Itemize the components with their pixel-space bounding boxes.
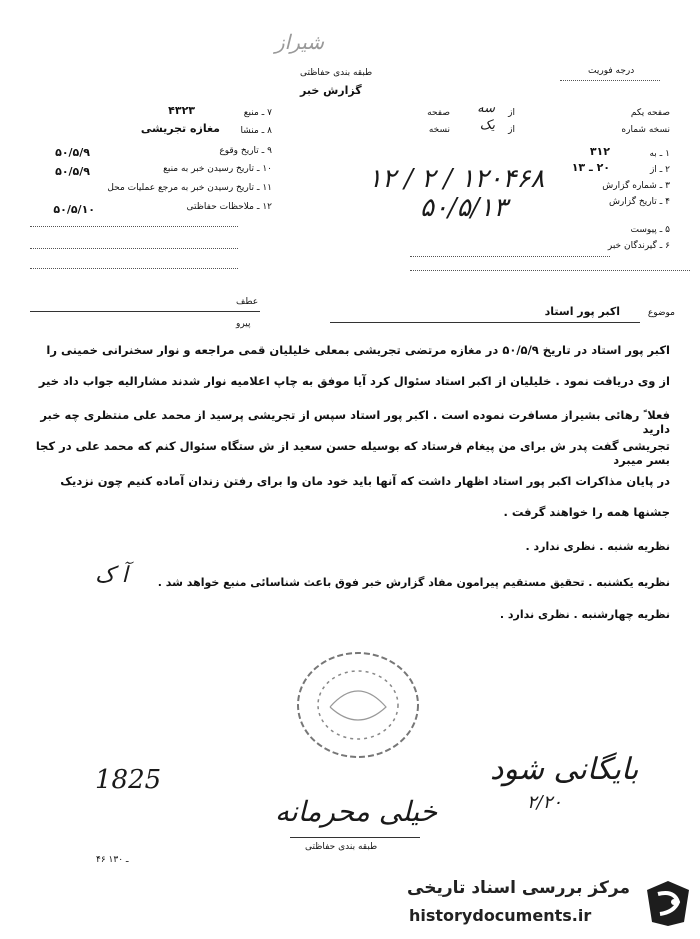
left-line-3 xyxy=(30,268,238,269)
field-7-value: ۴۳۲۳ xyxy=(168,104,195,117)
order-note: بایگانی شود xyxy=(490,752,639,787)
report-title: گزارش خبر xyxy=(300,84,362,97)
field-4: ۴ ـ تاریخ گزارش xyxy=(608,197,670,207)
field-7: ۷ ـ منبع xyxy=(243,108,272,118)
body-line-1: اکبر پور استاد در تاریخ ۵۰/۵/۹ در مغازه مرتضی تجریشی بمعلی خلیلیان قمی مراجعه و نوار سخنرانی خمینی را xyxy=(46,343,670,357)
subject-label: موضوع xyxy=(647,308,675,318)
opinion-2: نظریه یکشنبه . تحقیق مستقیم پیرامون مفاد گزارش خبر فوق باعث شناسائی منبع خواهد شد . xyxy=(157,576,670,589)
field-10: ۱۰ ـ تاریخ رسیدن خبر به منبع xyxy=(163,164,272,174)
field-12-value: ۵۰/۵/۱۰ xyxy=(53,203,95,216)
page-unit: صفحه xyxy=(427,108,450,118)
reference-label: عطف xyxy=(236,297,259,307)
body-line-2: از وی دریافت نمود . خلیلیان از اکبر استاد سئوال کرد آیا موفق به چاپ اعلامیه نوار شدند مشارالیه جواب داد خیر xyxy=(38,374,670,388)
watermark-url: historydocuments.ir xyxy=(409,906,592,925)
copy-unit: نسخه xyxy=(428,125,450,135)
top-scribble: شیراز xyxy=(275,30,325,54)
field-1-value: ۳۱۲ xyxy=(589,145,610,158)
field-10-value: ۵۰/۵/۹ xyxy=(55,165,90,178)
field-3: ۳ ـ شماره گزارش xyxy=(602,181,670,191)
page-value: سه xyxy=(477,101,495,116)
form-code: ۴۶ ـ ۱۳۰ xyxy=(96,855,129,865)
body-line-6: جشنها همه را خواهند گرفت . xyxy=(503,505,670,519)
priority-line xyxy=(560,80,660,81)
field-6-line xyxy=(410,256,610,257)
following-label: پیرو xyxy=(236,319,251,329)
order-date: ۲/۲۰ xyxy=(527,792,563,813)
field-12: ۱۲ ـ ملاحظات حفاظتی xyxy=(186,202,272,212)
body-line-5: در پایان مذاکرات اکبر پور استاد اظهار داشت که آنها باید خود مان وا برای رفتن زندان آماده کنیم چون نزدیک xyxy=(60,474,670,488)
reference-line xyxy=(30,311,260,312)
page-label: صفحه یکم xyxy=(630,108,670,118)
opinion-2-initials: آ ک xyxy=(95,563,128,588)
handwritten-number: ۱۲۰۴۶۸ / ۲ / ۱۲ xyxy=(368,164,545,194)
field-5: ۵ ـ پیوست xyxy=(630,225,670,235)
field-8-value: مغازه تجریشی xyxy=(140,122,220,135)
left-line-1 xyxy=(30,226,238,227)
watermark-box xyxy=(399,868,700,939)
page-of: از xyxy=(508,108,515,118)
copy-number-label: نسخه شماره xyxy=(621,125,670,135)
field-9-value: ۵۰/۵/۹ xyxy=(55,146,90,159)
classification-label-bottom: طبقه بندی حفاظتی xyxy=(305,842,378,852)
left-line-2 xyxy=(30,248,238,249)
field-6: ۶ ـ گیرندگان خبر xyxy=(607,241,670,251)
copy-of: از xyxy=(508,125,515,135)
field-extra-line xyxy=(410,270,690,271)
number-1825: 1825 xyxy=(95,765,162,795)
priority-label: درجه فوریت xyxy=(588,66,635,76)
watermark-logo-icon xyxy=(644,878,692,928)
field-11: ۱۱ ـ تاریخ رسیدن خبر به مرجع عملیات محل xyxy=(107,183,272,193)
opinion-3: نظریه چهارشنبه . نظرى ندارد . xyxy=(499,608,670,621)
seal-stamp xyxy=(290,645,425,765)
copy-value: یک xyxy=(479,118,495,133)
field-8: ۸ ـ منشا xyxy=(240,126,272,136)
body-line-3: فعلا ً رهائی بشیراز مسافرت نموده است . اکبر پور استاد سپس از تجریشی پرسید از محمد علی منتظری چه خبر دارید xyxy=(40,408,670,436)
very-confidential: خیلی محرمانه xyxy=(275,795,438,828)
classification-label-top: طبقه بندی حفاظتی xyxy=(300,68,373,78)
opinion-1: نظریه شنبه . نظرى ندارد . xyxy=(525,540,670,553)
footer-rule xyxy=(290,837,420,838)
body-line-4: تجریشی گفت پدر ش برای من پیغام فرستاد که بوسیله حسن سعید از ش ستگاه سئوال کنم که محمد علی در کجا بسر میبرد xyxy=(35,439,670,467)
field-2-value: ۲۰ ـ ۱۳ xyxy=(571,161,610,174)
subject-line xyxy=(330,322,640,323)
subject-value: اکبر پور استاد xyxy=(544,305,620,318)
field-1: ۱ ـ به xyxy=(649,149,670,159)
field-9: ۹ ـ تاریخ وقوع xyxy=(219,146,272,156)
handwritten-date: ۵۰/۵/۱۳ xyxy=(420,193,508,223)
field-2: ۲ ـ از xyxy=(649,165,670,175)
watermark-title: مرکز بررسی اسناد تاریخی xyxy=(407,878,630,898)
